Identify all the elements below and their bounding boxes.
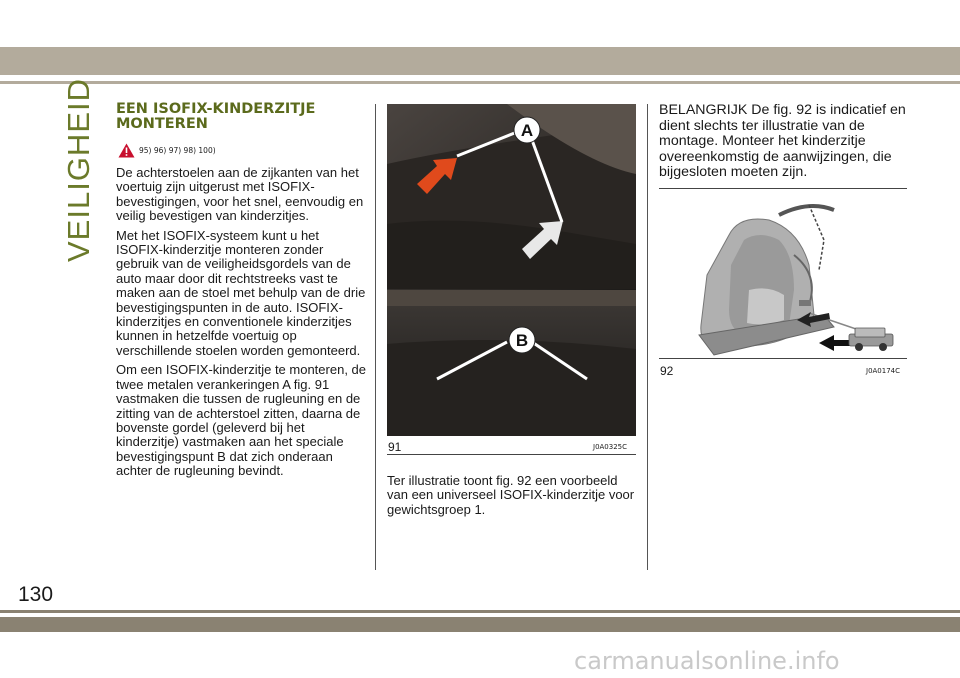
section-side-tab (61, 78, 96, 262)
figure-92-image (659, 195, 907, 357)
section-heading (116, 102, 366, 132)
warning-triangle-icon (118, 143, 135, 158)
figure-92-top-rule (659, 188, 907, 189)
figure-91-caption-rule (387, 454, 636, 455)
header-band-line (0, 81, 960, 84)
paragraph-2: Met het ISOFIX-systeem kunt u het ISOFIX-kinderzitje monteren zonder gebruik van de veiligheidsgordels van de auto maar door dit rechtstreeks vast te maken aan de stoel met behulp van de drie bevestigingspunten in de auto. ISOFIX-kinderzitjes en conventionele kinderzitjes kunnen in hetzelfde voertuig op verschillende stoelen worden gemonteerd. (116, 227, 366, 358)
label-a: A (520, 121, 534, 140)
figure-92-number: 92 (660, 364, 674, 378)
heading-line-2: MONTEREN (116, 116, 208, 132)
label-b: B (515, 331, 529, 350)
paragraph-1: De achterstoelen aan de zijkanten van het voertuig zijn uitgerust met ISOFIX-bevestigingen, voor het snel, eenvoudig en veilig bevestigen van kinderzitjes. (116, 165, 364, 224)
page-number: 130 (18, 583, 54, 606)
warning-row (118, 142, 366, 158)
isofix-anchors-illustration (387, 104, 636, 436)
figure-91-image (387, 104, 636, 436)
heading-line-1: EEN ISOFIX-KINDERZITJE (116, 101, 316, 117)
side-tab-label: VEILIGHEID (61, 78, 96, 262)
child-seat-illustration (659, 195, 907, 357)
site-watermark: carmanualsonline.info (574, 647, 840, 675)
important-note: BELANGRIJK De fig. 92 is indicatief en dient slechts ter illustratie van de montage. Monteer het kinderzitje overeenkomstig de aanwijzingen, die bijgesloten moeten zijn. (659, 102, 906, 180)
warning-references: 95) 96) 97) 98) 100) (139, 145, 216, 155)
figure-92-code: J0A0174C (866, 367, 901, 375)
column-1 (116, 102, 366, 484)
header-band (0, 47, 960, 75)
figure-92-bottom-rule (659, 358, 907, 359)
figure-91-code: J0A0325C (593, 443, 628, 451)
footer-band (0, 617, 960, 632)
column-divider-1 (375, 104, 376, 570)
figure-91-number: 91 (388, 440, 402, 454)
paragraph-3: Om een ISOFIX-kinderzitje te monteren, de twee metalen verankeringen A fig. 91 vastmaken die tussen de rugleuning en de zitting van de achterstoel zitten, daarna de bovenste gordel (geleverd bij het kinderzitje) vastmaken aan het speciale bevestigingspunt B dat zich onderaan achter de rugleuning bevindt. (116, 362, 366, 479)
footer-band-line (0, 610, 960, 613)
figure-91-description: Ter illustratie toont fig. 92 een voorbeeld van een universeel ISOFIX-kinderzitje voor gewichtsgroep 1. (387, 473, 635, 517)
column-3 (659, 103, 909, 181)
column-divider-2 (647, 104, 648, 570)
